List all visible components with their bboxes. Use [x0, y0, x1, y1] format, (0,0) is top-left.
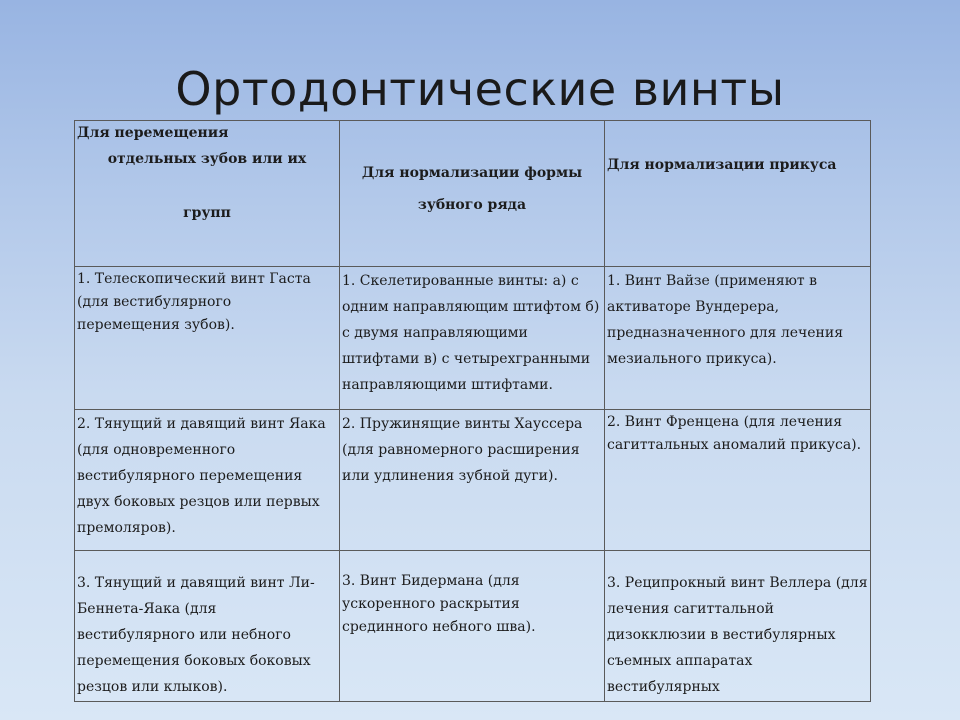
- table-row: [75, 267, 871, 410]
- table-cell: [340, 551, 605, 702]
- table-cell: [75, 267, 340, 410]
- cell-text: 3. Тянущий и давящий винт Ли-Беннета-Яака (для вестибулярного или небного перемещения боковых боковых резцов или клыков).: [77, 575, 315, 695]
- table-cell: [75, 551, 340, 702]
- table-cell: [340, 410, 605, 551]
- table-cell: [605, 410, 871, 551]
- slide-title: Ортодонтические винты: [175, 62, 785, 116]
- header-line: отдельных зубов или их: [107, 151, 307, 167]
- cell-text: 1. Телескопический винт Гаста (для вестибулярного перемещения зубов).: [77, 271, 311, 333]
- header-cell-bite: Для нормализации прикуса: [605, 121, 871, 267]
- cell-text: 3. Винт Бидермана (для ускоренного раскрытия срединного небного шва).: [342, 573, 536, 635]
- header-cell-tooth-movement: [75, 121, 340, 267]
- table-row: [75, 410, 871, 551]
- cell-text: 2. Пружинящие винты Хауссера (для равномерного расширения или удлинения зубной дуги).: [342, 416, 583, 484]
- table-cell: [340, 267, 605, 410]
- header-line: групп: [183, 205, 231, 221]
- cell-text: 2. Винт Френцена (для лечения сагиттальных аномалий прикуса).: [607, 414, 862, 453]
- table-cell: [605, 551, 871, 702]
- cell-text: 1. Винт Вайзе (применяют в активаторе Вундерера, предназначенного для лечения мезиального прикуса).: [607, 273, 844, 367]
- table-row: [75, 551, 871, 702]
- cell-text: 1. Скелетированные винты: а) с одним направляющим штифтом б) с двумя направляющими штифтами в) с четырехгранными направляющими штифтами.: [342, 273, 600, 393]
- orthodontic-screws-table: [74, 120, 871, 702]
- header-cell-dental-arch: Для нормализации формы зубного ряда: [340, 121, 605, 267]
- cell-text: 3. Реципрокный винт Веллера (для лечения сагиттальной дизокклюзии в вестибулярных съемных аппаратах вестибулярных: [607, 575, 868, 695]
- table-cell: [605, 267, 871, 410]
- table-header-row: [75, 121, 871, 267]
- header-line: Для перемещения: [77, 125, 229, 141]
- cell-text: 2. Тянущий и давящий винт Яака (для одновременного вестибулярного перемещения двух боковых резцов или первых премоляров).: [77, 416, 326, 536]
- table-cell: [75, 410, 340, 551]
